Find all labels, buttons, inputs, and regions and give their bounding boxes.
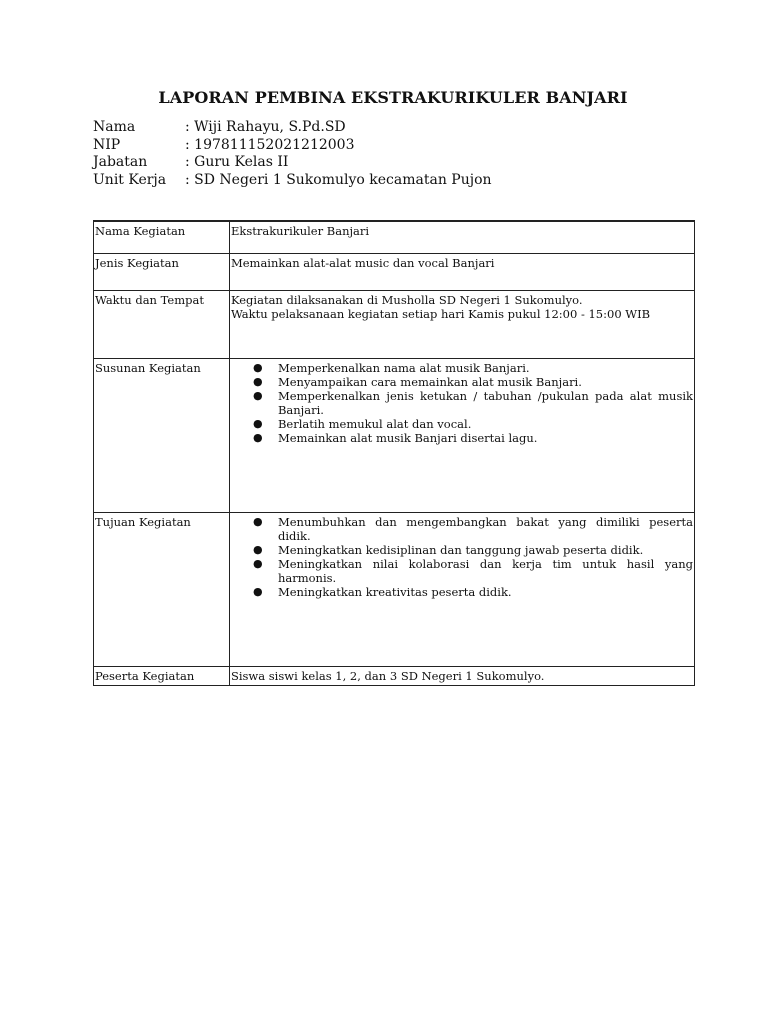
table-row-peserta-kegiatan [94,666,695,685]
bullet-icon: ● [252,360,263,374]
tujuan-list [231,515,693,599]
table-value-cell: Memainkan alat-alat music dan vocal Banjari [229,253,694,290]
info-value: : Guru Kelas II [185,154,289,170]
info-value: : 197811152021212003 [185,136,355,153]
info-label: Unit Kerja [93,171,167,188]
list-item [231,375,693,389]
info-row-nip [93,137,492,155]
table-row-susunan-kegiatan [94,358,695,512]
waktu-tempat-line: Waktu pelaksanaan kegiatan setiap hari Kamis pukul 12:00 - 15:00 WIB [230,306,651,321]
info-row-jabatan [93,154,492,172]
document-title: LAPORAN PEMBINA EKSTRAKURIKULER BANJARI [158,88,628,107]
bullet-icon: ● [252,416,263,430]
list-item [231,361,693,375]
info-value: : SD Negeri 1 Sukomulyo kecamatan Pujon [185,171,492,188]
bullet-icon: ● [252,556,263,570]
info-label: Jabatan [93,154,148,170]
list-item [231,585,693,599]
table-label-cell: Waktu dan Tempat [94,290,230,358]
activity-table [93,220,695,686]
table-value-cell: Ekstrakurikuler Banjari [229,221,694,253]
table-value-cell [229,290,694,358]
info-label: Nama [93,119,136,135]
info-row-nama [93,119,492,137]
list-item [231,543,693,557]
identity-block [93,119,492,189]
list-item [231,417,693,431]
table-label-cell: Jenis Kegiatan [94,253,230,290]
table-value-cell [229,512,694,666]
table-row-tujuan-kegiatan [94,512,695,666]
list-item-text: Memperkenalkan jenis ketukan / tabuhan /pukulan pada alat musik Banjari. [277,388,693,417]
bullet-icon: ● [252,388,263,402]
info-value: : Wiji Rahayu, S.Pd.SD [185,119,346,135]
susunan-list [231,361,693,445]
table-value-cell: Siswa siswi kelas 1, 2, dan 3 SD Negeri 1 Sukomulyo. [229,666,694,685]
list-item [231,515,693,543]
table-label-cell: Susunan Kegiatan [94,358,230,512]
table-row-nama-kegiatan [94,221,695,253]
bullet-icon: ● [252,430,263,444]
list-item-text: Meningkatkan kreativitas peserta didik. [277,584,512,599]
list-item-text: Memainkan alat musik Banjari disertai lagu. [277,430,538,445]
bullet-icon: ● [252,584,263,598]
table-label-cell: Tujuan Kegiatan [94,512,230,666]
list-item-text: Meningkatkan nilai kolaborasi dan kerja tim untuk hasil yang harmonis. [277,556,693,585]
bullet-icon: ● [252,514,263,528]
list-item [231,431,693,445]
info-row-unit-kerja [93,172,492,190]
list-item-text: Meningkatkan kedisiplinan dan tanggung jawab peserta didik. [277,542,644,557]
list-item-text: Berlatih memukul alat dan vocal. [277,416,472,431]
table-value-cell [229,358,694,512]
waktu-tempat-line: Kegiatan dilaksanakan di Musholla SD Negeri 1 Sukomulyo. [230,292,583,307]
bullet-icon: ● [252,542,263,556]
table-row-jenis-kegiatan [94,253,695,290]
list-item [231,557,693,585]
list-item [231,389,693,417]
list-item-text: Menyampaikan cara memainkan alat musik Banjari. [277,374,582,389]
list-item-text: Memperkenalkan nama alat musik Banjari. [277,360,530,375]
list-item-text: Menumbuhkan dan mengembangkan bakat yang dimiliki peserta didik. [277,514,693,543]
info-label: NIP [93,136,121,153]
table-label-cell: Nama Kegiatan [94,221,230,253]
table-label-cell: Peserta Kegiatan [94,666,230,685]
bullet-icon: ● [252,374,263,388]
table-row-waktu-tempat [94,290,695,358]
